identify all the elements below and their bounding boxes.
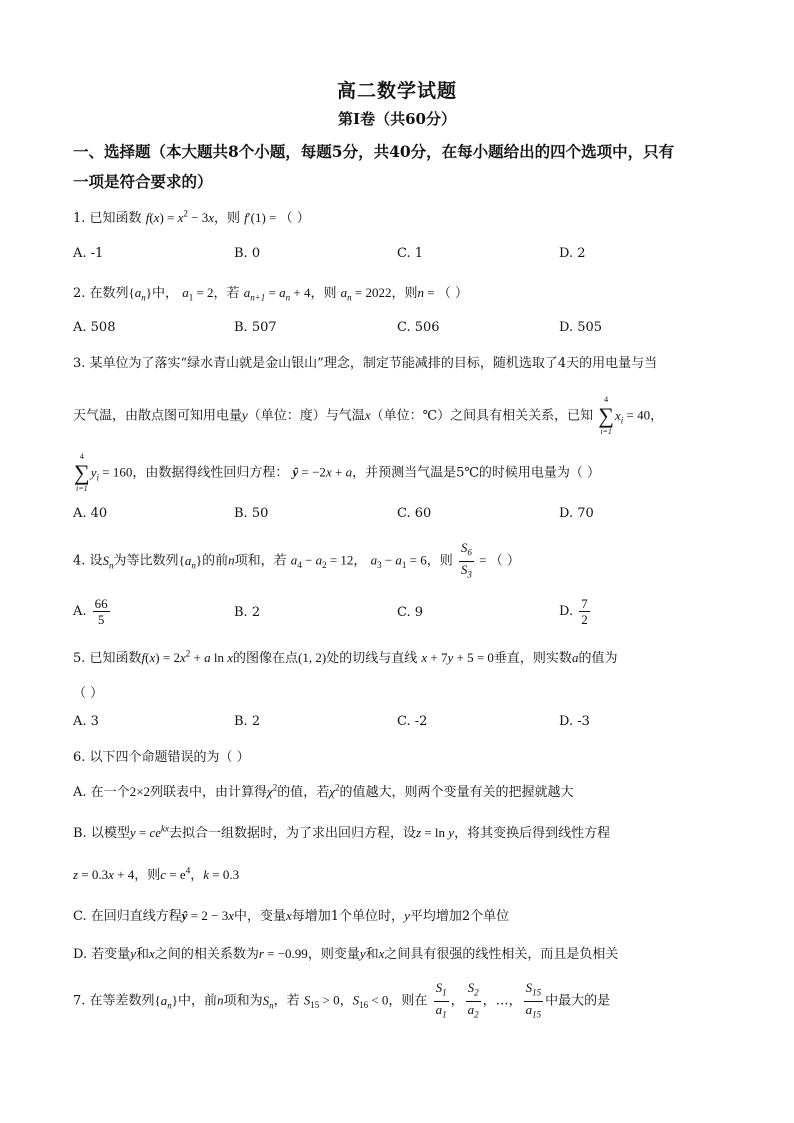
page-title: 高二数学试题	[336, 80, 457, 102]
q3-option-a: A. 40	[73, 506, 108, 521]
q4-option-b: B. 2	[234, 605, 261, 620]
question-1: 1. 已知函数 $f(x) = x^2 - 3x$，则 f′(1) = （ ）	[73, 208, 310, 226]
section-heading-line2: 一项是符合要求的）	[73, 172, 213, 191]
q1-option-a: A. -1	[73, 246, 104, 261]
question-5: 5. 已知函数$f(x) = 2x^2 + a$ ln x的图像在点(1, 2)处的切线与直线 x + 7y + 5 = 0垂直，则实数a的值为	[73, 648, 618, 666]
q4-option-c: C. 9	[397, 605, 424, 620]
q2-option-b: B. 507	[234, 320, 277, 335]
q5-option-a: A. 3	[73, 714, 99, 729]
q4-option-d: D. $\frac{7}{2}$	[559, 596, 588, 627]
question-3-line1: 3. 某单位为了落实“绿水青山就是金山银山”理念，制定节能减排的目标，随机选取了4天的用电量与当	[73, 356, 658, 371]
part-subtitle: 第I卷（共60分）	[338, 110, 456, 128]
q6-option-b: B. 以模型$y = ce^{kx}$去拟合一组数据时，为了求出回归方程，设z = ln y，将其变换后得到线性方程	[73, 823, 611, 841]
question-2: 2. 在数列$\{a_n\}$中， $a_1 = 2$，若 $a_{n+1} = a_n + 4$，则 $a_n = 2022$，则n = （ ）	[73, 285, 468, 303]
question-5-blank: （ ）	[73, 686, 104, 701]
q6-option-c: C. 在回归直线方程ŷ = 2 − 3x中，变量x每增加1个单位时，y平均增加2个单位	[73, 908, 510, 924]
q3-option-d: D. 70	[559, 506, 594, 521]
q6-option-b-line2: z = 0.3x + 4，则$c = e^4$，k = 0.3	[73, 865, 240, 883]
q6-option-d: D. 若变量y和x之间的相关系数为r = −0.99，则变量y和x之间具有很强的线性相关，而且是负相关	[73, 946, 619, 962]
q2-option-c: C. 506	[397, 320, 440, 335]
question-6: 6. 以下四个命题错误的为（ ）	[73, 750, 250, 765]
section-heading-line1: 一、选择题（本大题共8个小题，每题5分，共40分，在每小题给出的四个选项中，只有	[73, 142, 675, 161]
question-3-line2: 天气温，由散点图可知用电量y（单位：度）与气温x（单位：℃）之间具有相关关系，已知 4 ∑ i=1 $x_i = 40$，	[73, 395, 664, 436]
question-7: 7. 在等差数列$\{a_n\}$中，前n项和为$S_n$，若 $S_{15} > 0$，$S_{16} < 0$，则在 $\frac{S_1}{a_1}$ ， $\frac{S_2}{a_2}$ ，…， $\frac{S_{15}}{a_{15}}$ 中最大的是	[73, 980, 611, 1020]
q1-option-c: C. 1	[397, 246, 424, 261]
question-3-line3: 4 ∑ i=1 $y_i = 160$，由数据得线性回归方程： ŷ = −2x + a，并预测当气温是5℃的时候用电量为（ ）	[74, 452, 601, 493]
q5-option-d: D. -3	[559, 714, 590, 729]
question-4: 4. 设$S_n$为等比数列$\{a_n\}$的前n项和，若 $a_4 - a_2 = 12$， $a_3 - a_1 = 6$，则 $\frac{S_6}{S_3}$ = （ ）	[73, 540, 520, 580]
q4-option-a: A. $\frac{66}{5}$	[73, 596, 108, 627]
q1-option-b: B. 0	[234, 246, 261, 261]
q2-option-a: A. 508	[73, 320, 116, 335]
q5-option-c: C. -2	[397, 714, 428, 729]
q6-option-a: A. 在一个2×2列联表中，由计算得$\chi^2$的值，若$\chi^2$的值越大，则两个变量有关的把握就越大	[73, 782, 574, 800]
q2-option-d: D. 505	[559, 320, 603, 335]
q1-option-d: D. 2	[559, 246, 586, 261]
q3-option-c: C. 60	[397, 506, 432, 521]
q5-option-b: B. 2	[234, 714, 261, 729]
q3-option-b: B. 50	[234, 506, 269, 521]
